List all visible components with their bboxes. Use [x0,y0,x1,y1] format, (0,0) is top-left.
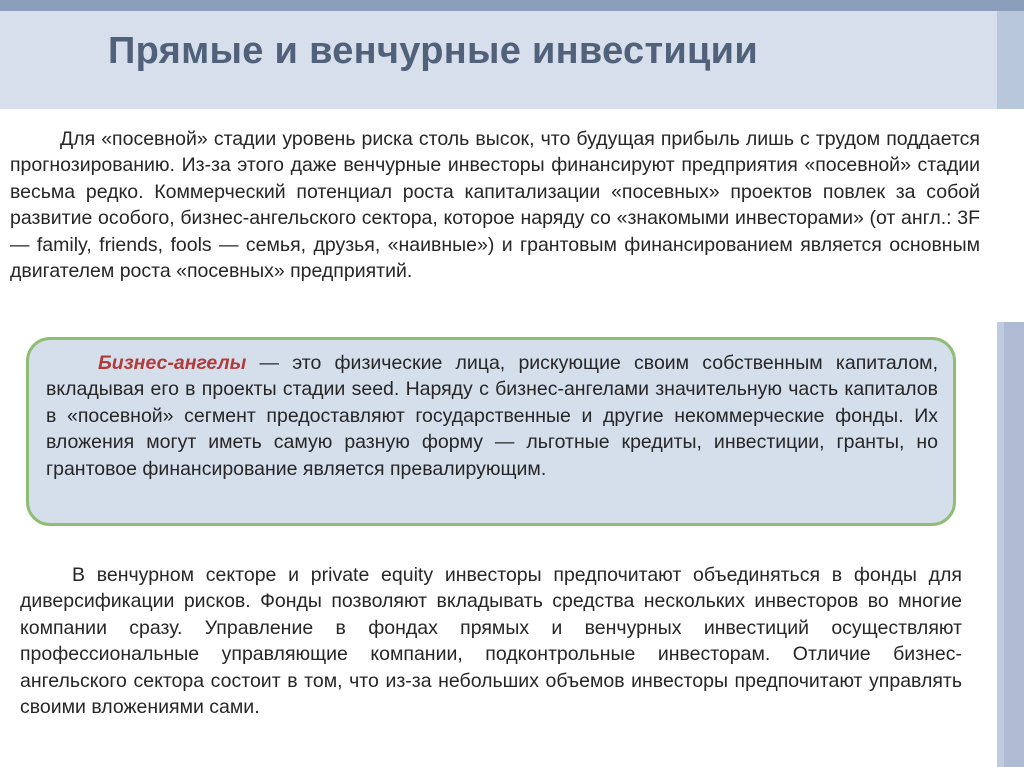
right-decorative-bar-inner [1004,322,1024,767]
paragraph-venture-funds: В венчурном секторе и private equity инвесторы предпочитают объединяться в фонды для диверсификации рисков. Фонды позволяют вкладывать средства нескольких инвесторов во многие компании сразу. Управление в фондах прямых и венчурных инвестиций осуществляют профессиональные управляющие компании, подконтрольные инвесторам. Отличие бизнес-ангельского сектора состоит в том, что из-за небольших объемов инвесторы предпочитают управлять своими вложениями сами. [20,564,962,719]
callout-term: Бизнес-ангелы [98,352,247,374]
paragraph-seed-stage: Для «посевной» стадии уровень риска столь высок, что будущая прибыль лишь с трудом поддается прогнозированию. Из-за этого даже венчурные инвесторы финансируют предприятия «посевной» стадии весьма редко. Коммерческий потенциал роста капитализации «посевных» проектов повлек за собой развитие особого, бизнес-ангельского сектора, которое наряду со «знакомыми инвесторами» (от англ.: 3F — family, friends, fools — семья, друзья, «наивные») и грантовым финансированием является основным двигателем роста «посевных» предприятий. [10,128,980,283]
callout-paragraph [46,350,938,482]
title-band-edge [997,11,1024,109]
top-accent-strip [0,0,1024,11]
slide-title: Прямые и венчурные инвестиции [108,30,759,72]
callout-text: — это физические лица, рискующие своим собственным капиталом, вкладывая его в проекты стадии seed. Наряду с бизнес-ангелами значительную часть капиталов в «посевной» сегмент предоставляют государственные и другие некоммерческие фонды. Их вложения могут иметь самую разную форму — льготные кредиты, инвестиции, гранты, но грантовое финансирование является превалирующим. [46,352,938,480]
